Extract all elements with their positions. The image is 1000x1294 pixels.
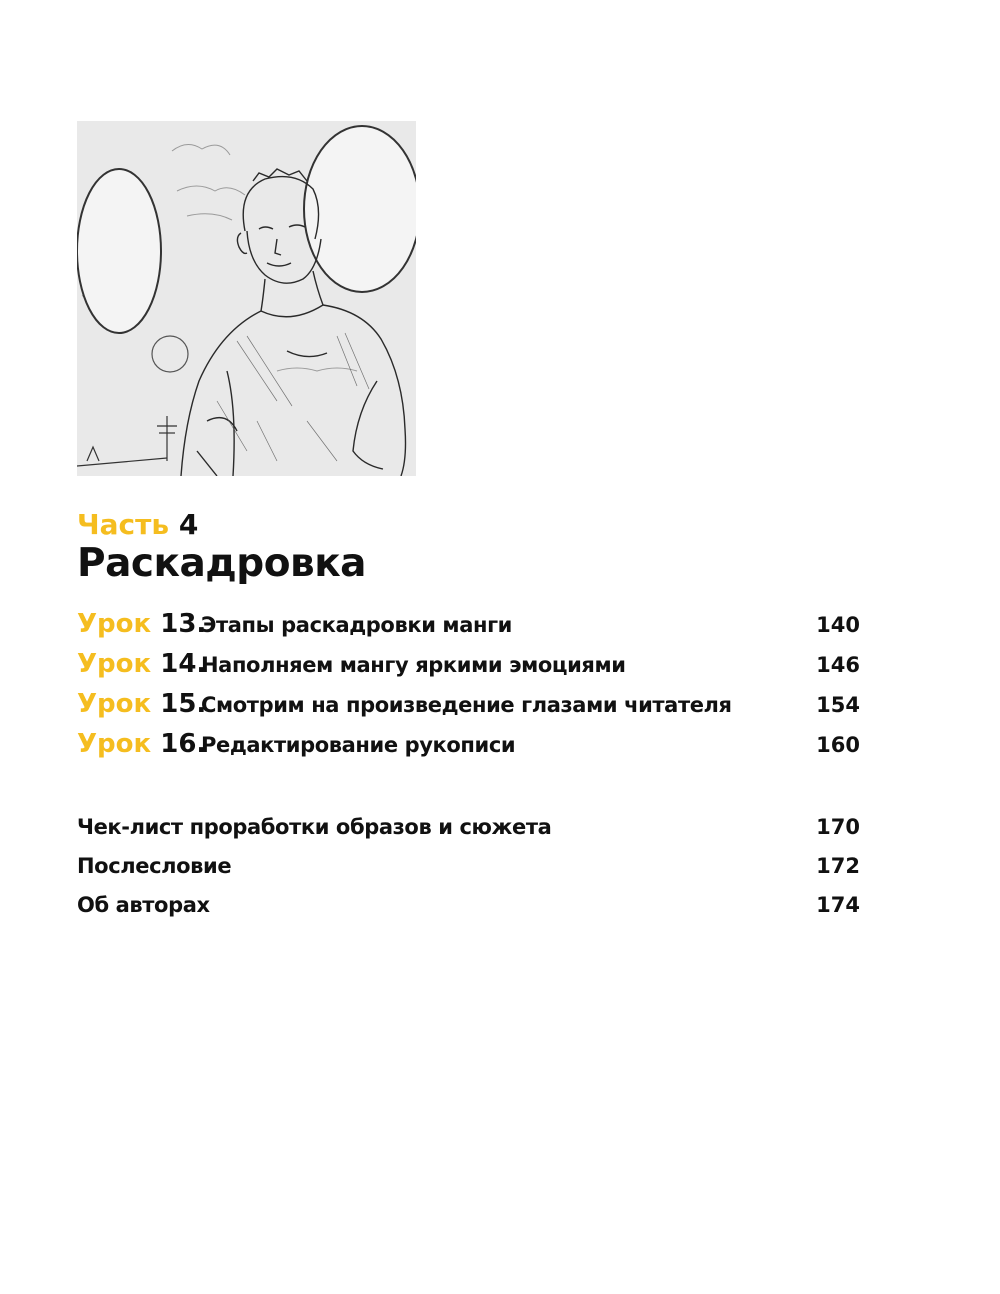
part-title: Раскадровка [77, 541, 366, 586]
toc-checklist[interactable] [77, 812, 860, 842]
part-word: Часть [77, 508, 170, 541]
part-label [77, 508, 198, 542]
lesson-title: Этапы раскадровки манги [201, 613, 512, 637]
lesson-word: Урок [77, 689, 152, 719]
lesson-prefix [77, 646, 206, 682]
lesson-prefix [77, 726, 206, 762]
page-number: 170 [816, 815, 860, 839]
lesson-word: Урок [77, 649, 152, 679]
toc-about-authors[interactable] [77, 890, 860, 920]
page-number: 154 [816, 693, 860, 717]
lesson-title: Смотрим на произведение глазами читателя [201, 693, 732, 717]
lesson-prefix [77, 686, 206, 722]
toc-lesson-13[interactable] [77, 606, 860, 642]
lesson-word: Урок [77, 729, 152, 759]
page-number: 160 [816, 733, 860, 757]
manga-sketch-illustration [77, 121, 416, 476]
toc-entry-title: Послесловие [77, 854, 232, 878]
lesson-number: 16. [160, 729, 207, 759]
lesson-number: 13. [160, 609, 207, 639]
page-number: 146 [816, 653, 860, 677]
lesson-title: Редактирование рукописи [201, 733, 516, 757]
lesson-title: Наполняем мангу яркими эмоциями [201, 653, 626, 677]
toc-afterword[interactable] [77, 851, 860, 881]
page-number: 174 [816, 893, 860, 917]
part-number: 4 [178, 508, 199, 541]
toc-entry-title: Об авторах [77, 893, 210, 917]
lesson-number: 15. [160, 689, 207, 719]
lesson-prefix [77, 606, 206, 642]
page-number: 140 [816, 613, 860, 637]
toc-lesson-14[interactable] [77, 646, 860, 682]
toc-entry-title: Чек-лист проработки образов и сюжета [77, 815, 552, 839]
toc-lesson-16[interactable] [77, 726, 860, 762]
lesson-number: 14. [160, 649, 207, 679]
lesson-word: Урок [77, 609, 152, 639]
page-number: 172 [816, 854, 860, 878]
toc-lesson-15[interactable] [77, 686, 860, 722]
